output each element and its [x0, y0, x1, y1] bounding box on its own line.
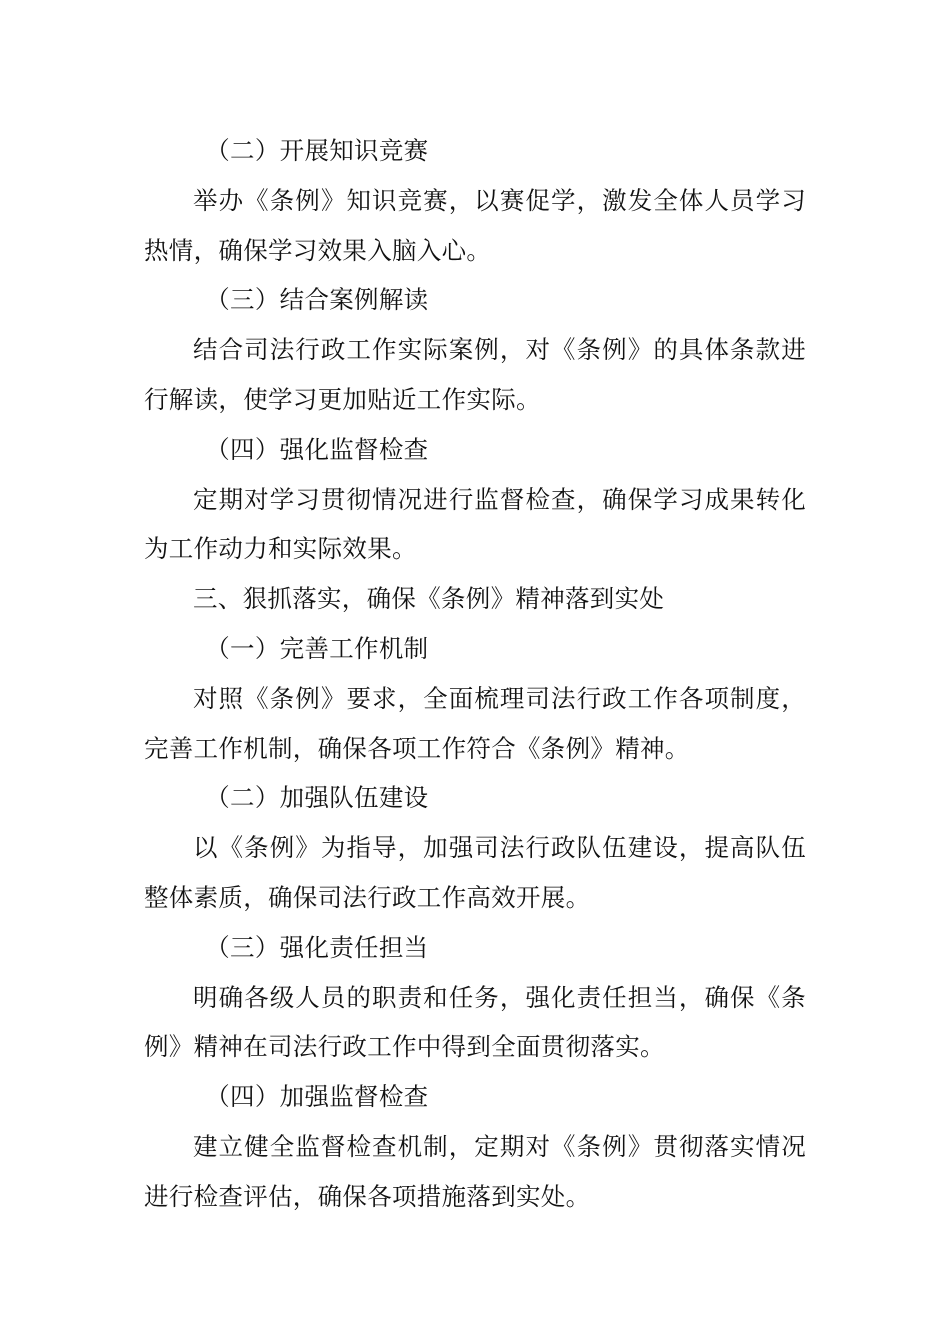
section-paragraph: 对照《条例》要求，全面梳理司法行政工作各项制度，完善工作机制，确保各项工作符合《条例》精神。 — [144, 683, 806, 763]
section-paragraph: 明确各级人员的职责和任务，强化责任担当，确保《条例》精神在司法行政工作中得到全面贯彻落实。 — [144, 982, 806, 1062]
section-subheading: （三）结合案例解读 — [205, 285, 429, 315]
section-heading: 三、狠抓落实，确保《条例》精神落到实处 — [193, 584, 665, 614]
section-subheading: （四）强化监督检查 — [205, 434, 429, 464]
section-paragraph: 举办《条例》知识竞赛，以赛促学，激发全体人员学习热情，确保学习效果入脑入心。 — [144, 185, 806, 265]
section-subheading: （一）完善工作机制 — [205, 633, 429, 663]
section-paragraph: 建立健全监督检查机制，定期对《条例》贯彻落实情况进行检查评估，确保各项措施落到实处。 — [144, 1131, 806, 1211]
document-body — [144, 126, 806, 1222]
section-subheading: （三）强化责任担当 — [205, 932, 429, 962]
section-subheading: （二）加强队伍建设 — [205, 783, 429, 813]
section-paragraph: 结合司法行政工作实际案例，对《条例》的具体条款进行解读，使学习更加贴近工作实际。 — [144, 335, 806, 414]
section-subheading: （四）加强监督检查 — [205, 1082, 429, 1112]
section-paragraph: 以《条例》为指导，加强司法行政队伍建设，提高队伍整体素质，确保司法行政工作高效开展。 — [144, 833, 806, 912]
section-paragraph: 定期对学习贯彻情况进行监督检查，确保学习成果转化为工作动力和实际效果。 — [144, 484, 806, 564]
section-subheading: （二）开展知识竞赛 — [205, 136, 429, 165]
